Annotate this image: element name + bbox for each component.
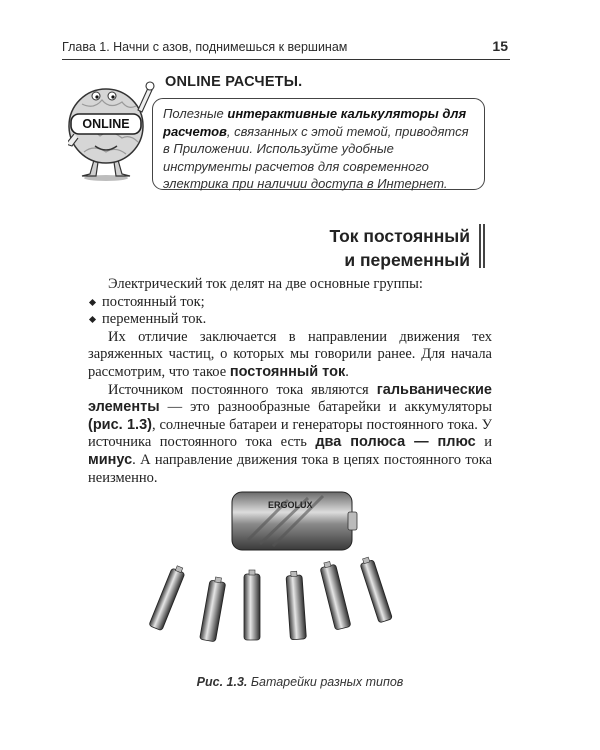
section-title-line-2: и переменный: [344, 250, 470, 270]
section-title: [329, 224, 470, 272]
aa-battery: [244, 570, 260, 640]
figure-caption: [0, 675, 600, 689]
caption-label: Рис. 1.3.: [196, 675, 248, 689]
p3-bold-figref: (рис. 1.3): [88, 416, 152, 433]
body-text: [88, 276, 492, 487]
aa-battery: [200, 576, 227, 642]
p3-e: , солнечные батареи и генераторы постоянного тока. У источника постоянного тока есть: [88, 416, 492, 451]
p2-end: .: [345, 363, 349, 380]
p3-bold-galvanic: гальванические элементы: [88, 381, 492, 416]
aa-battery: [359, 556, 393, 623]
online-badge-label: ONLINE: [82, 117, 130, 131]
list-item: переменный ток.: [88, 311, 492, 329]
running-head: [62, 37, 510, 60]
list-item: постоянный ток;: [88, 294, 492, 312]
intro-paragraph: Электрический ток делят на две основные группы:: [108, 276, 423, 292]
p3-g: и: [475, 434, 492, 451]
caption-text: Батарейки разных типов: [247, 675, 404, 689]
aa-battery: [149, 564, 187, 630]
current-types-list: [88, 294, 492, 329]
callout-heading: ONLINE РАСЧЕТЫ.: [165, 74, 303, 90]
callout-bold-calculators: интерактивные калькуляторы для расчетов: [163, 106, 467, 139]
page-number: 15: [492, 38, 508, 54]
aa-battery: [286, 571, 307, 640]
title-rule: [479, 224, 486, 268]
chapter-title: Глава 1. Начни с азов, поднимешься к вершинам: [62, 40, 348, 54]
difference-paragraph: [88, 329, 492, 382]
source-paragraph: [88, 382, 492, 488]
p3-c: — это разнообразные батарейки и аккумуляторы: [159, 399, 492, 416]
callout-text-2: , связанных с этой темой, приводятся в Приложении. Используйте удобные инструменты расчетов для современного электрика при наличии доступа в Интернет.: [163, 123, 469, 191]
p3-a: Источником постоянного тока являются: [108, 381, 377, 398]
p3-bold-poles: два полюса — плюс: [315, 434, 476, 451]
callout-box: [152, 98, 485, 190]
p2-text: Их отличие заключается в направлении движения тех заряженных частиц, о которых мы говорили ранее. Для начала рассмотрим, что такое: [88, 328, 492, 380]
section-title-line-1: Ток постоянный: [329, 226, 470, 246]
p3-bold-minus: минус: [88, 451, 133, 468]
d-cell-battery: [232, 492, 357, 550]
batteries-photo: [148, 482, 408, 662]
callout-text-1: Полезные: [163, 106, 228, 121]
aa-battery: [319, 560, 351, 630]
p2-bold-dc: постоянный ток: [229, 363, 346, 380]
p3-i: . А направление движения тока в цепях постоянного тока неизменно.: [88, 451, 492, 486]
battery-brand: ERGOLUX: [268, 500, 313, 510]
